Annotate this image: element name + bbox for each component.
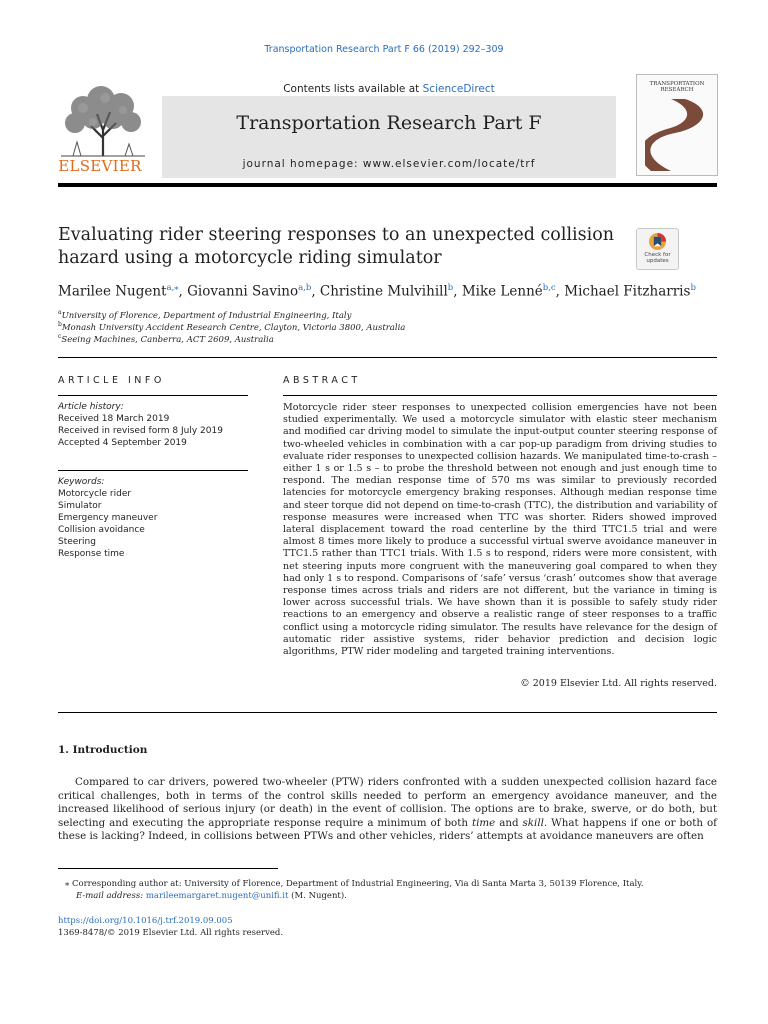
keyword-item: Motorcycle rider xyxy=(58,489,132,499)
author-list: Marilee Nugent$^{a,⁎}$, Giovanni Savino$^{a,b}$, Christine Mulvihill$^b$, Mike Lenné$^{b,c}$, Michael Fitzharris$^b$ xyxy=(58,283,696,300)
affiliation-b xyxy=(58,321,405,333)
author-name[interactable]: Marilee Nugent xyxy=(58,283,167,300)
keyword-item: Response time xyxy=(58,549,125,559)
author-affiliation-marker[interactable]: a,b xyxy=(298,283,312,293)
article-info-heading: ARTICLE INFO xyxy=(58,375,165,386)
publisher-name: ELSEVIER xyxy=(58,157,142,175)
abstract-bottom-rule xyxy=(58,712,717,713)
introduction-heading: 1. Introduction xyxy=(58,744,148,756)
affiliation-a xyxy=(58,309,351,321)
keyword-item: Simulator xyxy=(58,501,102,511)
email-link[interactable]: marileemargaret.nugent@unifi.it xyxy=(145,891,289,901)
journal-homepage[interactable]: journal homepage: www.elsevier.com/locate/trf xyxy=(242,158,536,170)
keyword-item: Steering xyxy=(58,537,96,547)
author-name[interactable]: Giovanni Savino xyxy=(187,283,299,300)
history-item: Accepted 4 September 2019 xyxy=(58,438,187,448)
contents-prefix: Contents lists available at xyxy=(283,83,423,95)
check-for-updates-icon xyxy=(648,232,667,251)
article-info-rule xyxy=(58,395,248,396)
cover-title: TRANSPORTATION RESEARCH xyxy=(649,81,705,93)
journal-cover-thumbnail[interactable] xyxy=(636,74,718,176)
author-name[interactable]: Michael Fitzharris xyxy=(564,283,691,300)
header-rule xyxy=(58,183,717,187)
author-affiliation-marker[interactable]: b,c xyxy=(542,283,556,293)
history-item: Received in revised form 8 July 2019 xyxy=(58,426,223,436)
abstract-copyright: © 2019 Elsevier Ltd. All rights reserved. xyxy=(520,678,717,689)
corresponding-author-footnote: ⁎ Corresponding author at: University of Florence, Department of Industrial Engineering, Via di Santa Marta 3, 50139 Florence, Italy. xyxy=(65,879,644,889)
journal-header xyxy=(162,82,616,178)
keyword-item: Collision avoidance xyxy=(58,525,145,535)
affiliation-text: Monash University Accident Research Centre, Clayton, Victoria 3800, Australia xyxy=(61,322,406,333)
abstract-text: Motorcycle rider steer responses to unexpected collision emergencies have not been studied experimentally. We used a motorcycle simulator with elastic steer mechanism and modified car driving model to simulate the input-output counter steering response of two-wheeled vehicles in combination with a car pop-up paradigm from driving studies to evaluate rider responses to unexpected collision hazards. We manipulated time-to-crash – either 1 s or 1.5 s – to probe the threshold between not enough and just enough time to respond. The median response time of 570 ms was similar to previously recorded latencies for motorcycle emergency braking responses. Although median response time and steer torque did not depend on time-to-crash (TTC), the distribution and variability of response measures were increased when TTC was shorter. Riders showed improved lateral displacement toward the road centerline by the third TTC1.5 trial and were almost 8 times more likely to produce a successful virtual swerve avoidance maneuver in TTC1.5 rather than TTC1 trials. With 1.5 s to respond, riders were more consistent, with net steering inputs more congruent with the maneuvering goal compared to when they had only 1 s to respond. Comparisons of ‘safe’ versus ‘crash’ outcomes show that average response times across trials and riders are not different, but the variance in timing is lower across successful trials. We have shown than it is possible to safely study rider reactions to an emergency and observe a realistic range of steer responses to a traffic conflict using a motorcycle riding simulator. The results have relevance for the design of automatic rider assistive systems, rider behavior prediction and decision logic algorithms, PTW rider modeling and targeted training interventions. xyxy=(283,402,717,658)
affiliation-marker: c xyxy=(58,333,62,340)
email-label: E-mail address: xyxy=(76,891,146,901)
intro-emphasis: skill xyxy=(522,816,544,829)
affiliation-marker: a xyxy=(58,309,62,316)
doi-link[interactable]: https://doi.org/10.1016/j.trf.2019.09.005 xyxy=(58,916,233,926)
author-affiliation-marker[interactable]: a,⁎ xyxy=(166,283,179,293)
introduction-paragraph xyxy=(58,776,717,844)
keywords-label: Keywords: xyxy=(58,477,105,487)
keywords-list xyxy=(58,476,157,560)
keywords-rule xyxy=(58,470,248,471)
check-for-updates-button[interactable] xyxy=(636,228,679,270)
intro-text-part: and xyxy=(495,816,523,829)
journal-title: Transportation Research Part F xyxy=(236,112,542,134)
affiliation-text: Seeing Machines, Canberra, ACT 2609, Australia xyxy=(61,334,274,345)
cover-road-image-icon xyxy=(645,99,709,171)
author-affiliation-marker[interactable]: b xyxy=(690,283,696,293)
check-for-updates-label: Check for updates xyxy=(644,252,671,264)
author-affiliation-marker[interactable]: b xyxy=(447,283,454,293)
keyword-item: Emergency maneuver xyxy=(58,513,158,523)
issn-copyright: 1369-8478/© 2019 Elsevier Ltd. All rights reserved. xyxy=(58,928,284,938)
article-history xyxy=(58,401,223,449)
affiliation-marker: b xyxy=(58,321,62,328)
author-name[interactable]: Mike Lenné xyxy=(461,283,543,300)
paper-title: Evaluating rider steering responses to an unexpected collision hazard using a motorcycle riding simulator xyxy=(58,225,615,268)
intro-text-part: . What happens if one or both of these is lacking? Indeed, in collisions between PTWs and other vehicles, riders’ attempts at avoidance maneuvers are often xyxy=(58,816,717,842)
affiliation-text: University of Florence, Department of Industrial Engineering, Italy xyxy=(61,310,352,321)
abstract-rule xyxy=(283,395,717,396)
section-rule xyxy=(58,357,717,358)
contents-available-line xyxy=(162,82,616,96)
intro-text-part: Compared to car drivers, powered two-wheeler (PTW) riders confronted with a sudden unexpected collision hazard face critical challenges, both in terms of the control skills needed to perform an emergency avoidance maneuver, and the increased likelihood of serious injury (or death) in the event of collision. The options are to brake, swerve, or do both, but selecting and executing the appropriate response require a minimum of both xyxy=(58,776,717,829)
sciencedirect-link[interactable]: ScienceDirect xyxy=(422,83,495,95)
affiliation-c xyxy=(58,333,274,345)
history-label: Article history: xyxy=(58,402,124,412)
journal-reference-link[interactable]: Transportation Research Part F 66 (2019) 292–309 xyxy=(264,44,504,55)
author-name[interactable]: Christine Mulvihill xyxy=(319,283,448,300)
history-item: Received 18 March 2019 xyxy=(58,414,170,424)
email-suffix: (M. Nugent). xyxy=(288,891,347,901)
email-footnote xyxy=(76,891,347,901)
abstract-heading: ABSTRACT xyxy=(283,375,361,386)
intro-emphasis: time xyxy=(471,816,496,829)
footnote-rule xyxy=(58,868,278,869)
